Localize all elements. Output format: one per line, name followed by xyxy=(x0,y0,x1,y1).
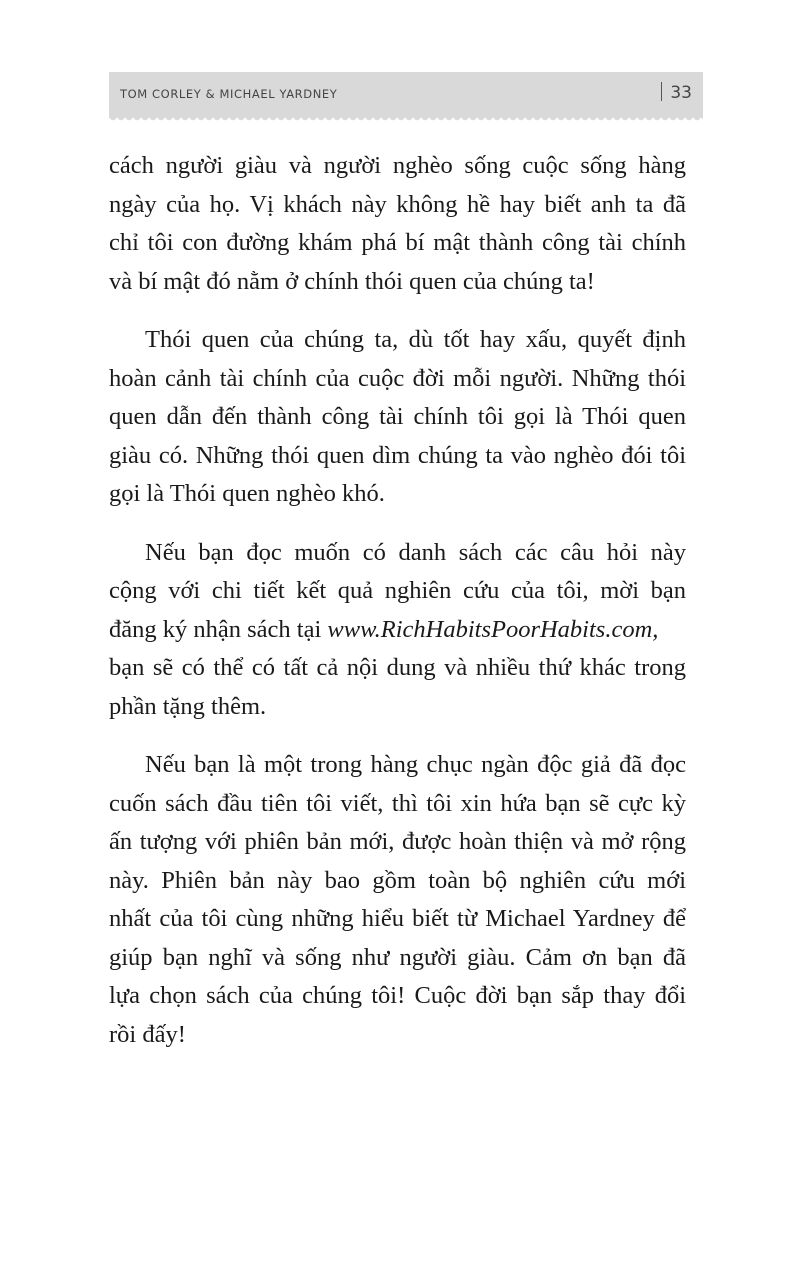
text-line: cách người giàu và người nghèo sống cuộc sống hàng xyxy=(109,152,686,179)
text-line: rồi đấy! xyxy=(109,1020,186,1048)
text-line: phần tặng thêm. xyxy=(109,692,267,720)
text-line: chỉ tôi con đường khám phá bí mật thành công tài chính xyxy=(109,229,686,256)
text-line: hoàn cảnh tài chính của cuộc đời mỗi người. Những thói xyxy=(109,364,686,392)
text-line: cuốn sách đầu tiên tôi viết, thì tôi xin hứa bạn sẽ cực kỳ xyxy=(109,789,686,817)
text-line: ấn tượng với phiên bản mới, được hoàn thiện và mở rộng xyxy=(109,828,686,855)
page-number-value: 33 xyxy=(670,83,692,103)
text-line: giàu có. Những thói quen dìm chúng ta vào nghèo đói tôi xyxy=(109,441,686,469)
text-line: Nếu bạn là một trong hàng chục ngàn độc giả đã đọc xyxy=(145,751,686,778)
page-number xyxy=(661,82,692,103)
paragraph-2 xyxy=(109,321,686,514)
text-line: bạn sẽ có thể có tất cả nội dung và nhiều thứ khác trong xyxy=(109,654,686,681)
website-link[interactable]: www.RichHabitsPoorHabits.com, xyxy=(327,615,659,643)
text-line: cộng với chi tiết kết quả nghiên cứu của tôi, mời bạn xyxy=(109,577,686,604)
text-line: lựa chọn sách của chúng tôi! Cuộc đời bạn sắp thay đổi xyxy=(109,982,686,1009)
text-line: này. Phiên bản này bao gồm toàn bộ nghiên cứu mới xyxy=(109,866,686,894)
text-line: và bí mật đó nằm ở chính thói quen của chúng ta! xyxy=(109,267,595,295)
text-line-with-link xyxy=(109,611,686,650)
text-line: gọi là Thói quen nghèo khó. xyxy=(109,480,385,507)
text-line: giúp bạn nghĩ và sống như người giàu. Cảm ơn bạn đã xyxy=(109,943,686,971)
page-body xyxy=(109,147,686,1074)
text-segment: đăng ký nhận sách tại xyxy=(109,615,322,643)
paragraph-3 xyxy=(109,534,686,727)
running-header xyxy=(109,72,703,118)
text-line: Nếu bạn đọc muốn có danh sách các câu hỏi này xyxy=(145,538,686,566)
header-divider xyxy=(661,82,662,101)
paragraph-1 xyxy=(109,147,686,301)
text-line: nhất của tôi cùng những hiểu biết từ Michael Yardney để xyxy=(109,905,686,932)
text-line: quen dẫn đến thành công tài chính tôi gọi là Thói quen xyxy=(109,403,686,430)
text-line: ngày của họ. Vị khách này không hề hay biết anh ta đã xyxy=(109,190,686,218)
header-author: TOM CORLEY & MICHAEL YARDNEY xyxy=(120,87,338,101)
text-line: Thói quen của chúng ta, dù tốt hay xấu, quyết định xyxy=(145,326,686,353)
paragraph-4 xyxy=(109,746,686,1054)
